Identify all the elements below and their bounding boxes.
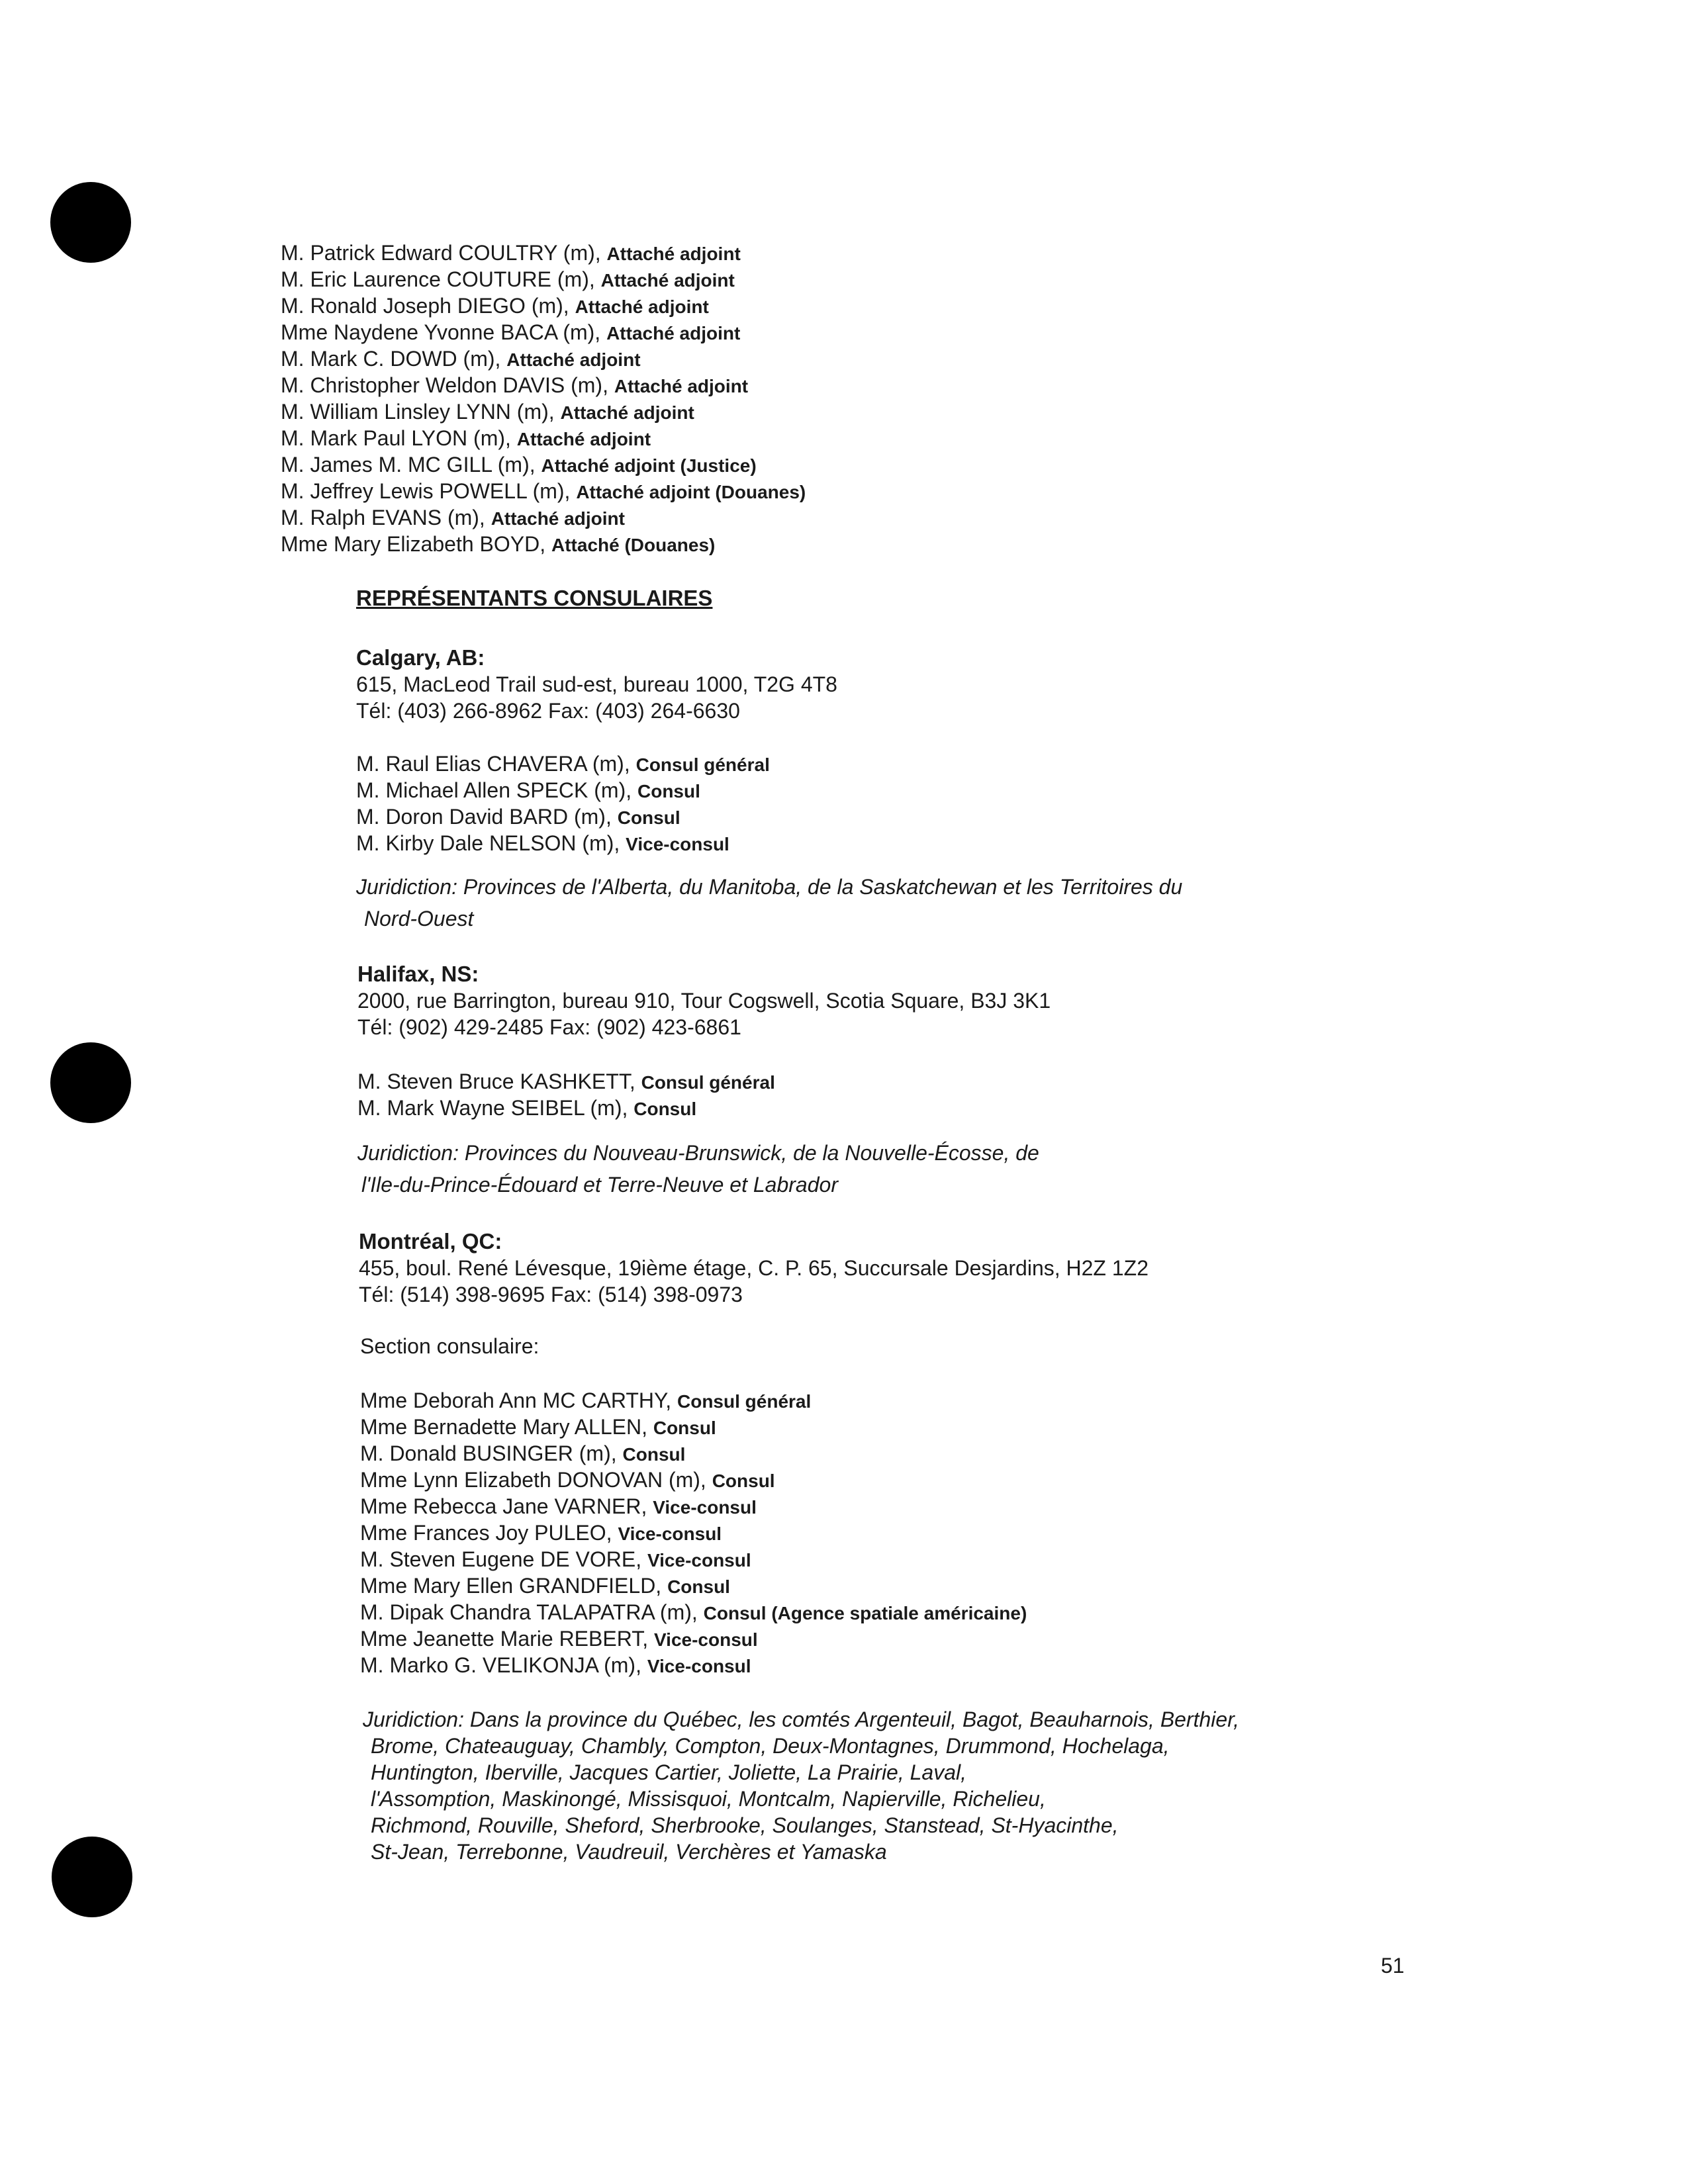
section-heading: REPRÉSENTANTS CONSULAIRES	[356, 586, 713, 610]
halifax-city: Halifax, NS:	[357, 962, 479, 986]
halifax-jurisdiction: Juridiction: Provinces du Nouveau-Brunswick, de la Nouvelle-Écosse, de	[357, 1141, 1039, 1165]
attache-entry: M. Jeffrey Lewis POWELL (m), Attaché adjoint (Douanes)	[281, 479, 806, 503]
montreal-phone: Tél: (514) 398-9695 Fax: (514) 398-0973	[359, 1283, 743, 1306]
calgary-phone: Tél: (403) 266-8962 Fax: (403) 264-6630	[356, 699, 740, 723]
montreal-jurisdiction: Huntington, Iberville, Jacques Cartier, Joliette, La Prairie, Laval,	[371, 1760, 967, 1784]
calgary-staff-entry: M. Doron David BARD (m), Consul	[356, 805, 680, 829]
calgary-address: 615, MacLeod Trail sud-est, bureau 1000, T2G 4T8	[356, 672, 837, 696]
punch-hole-icon	[52, 1837, 132, 1917]
montreal-staff-entry: M. Marko G. VELIKONJA (m), Vice-consul	[360, 1653, 751, 1677]
calgary-jurisdiction: Juridiction: Provinces de l'Alberta, du Manitoba, de la Saskatchewan et les Territoires du	[356, 875, 1183, 899]
montreal-section-label: Section consulaire:	[360, 1334, 539, 1358]
montreal-jurisdiction: Brome, Chateauguay, Chambly, Compton, Deux-Montagnes, Drummond, Hochelaga,	[371, 1734, 1170, 1758]
calgary-jurisdiction: Nord-Ouest	[364, 907, 474, 931]
attache-entry: M. Ronald Joseph DIEGO (m), Attaché adjoint	[281, 294, 709, 318]
attache-entry: Mme Naydene Yvonne BACA (m), Attaché adjoint	[281, 320, 741, 344]
halifax-staff-entry: M. Steven Bruce KASHKETT, Consul général	[357, 1069, 775, 1093]
attache-entry: M. Ralph EVANS (m), Attaché adjoint	[281, 506, 625, 529]
montreal-address: 455, boul. René Lévesque, 19ième étage, C. P. 65, Succursale Desjardins, H2Z 1Z2	[359, 1256, 1149, 1280]
montreal-jurisdiction: l'Assomption, Maskinongé, Missisquoi, Montcalm, Napierville, Richelieu,	[371, 1787, 1046, 1811]
attache-entry: M. Patrick Edward COULTRY (m), Attaché adjoint	[281, 241, 741, 265]
montreal-staff-entry: Mme Frances Joy PULEO, Vice-consul	[360, 1521, 722, 1545]
punch-hole-icon	[50, 1042, 131, 1123]
calgary-staff-entry: M. Raul Elias CHAVERA (m), Consul général	[356, 752, 770, 776]
attache-entry: Mme Mary Elizabeth BOYD, Attaché (Douanes)	[281, 532, 716, 556]
page-number: 51	[1381, 1954, 1405, 1978]
montreal-staff-entry: M. Steven Eugene DE VORE, Vice-consul	[360, 1547, 751, 1571]
halifax-phone: Tél: (902) 429-2485 Fax: (902) 423-6861	[357, 1015, 741, 1039]
halifax-jurisdiction: l'Ile-du-Prince-Édouard et Terre-Neuve et Labrador	[361, 1173, 838, 1197]
montreal-staff-entry: Mme Bernadette Mary ALLEN, Consul	[360, 1415, 716, 1439]
calgary-staff-entry: M. Michael Allen SPECK (m), Consul	[356, 778, 700, 802]
attache-entry: M. Mark Paul LYON (m), Attaché adjoint	[281, 426, 651, 450]
montreal-staff-entry: Mme Rebecca Jane VARNER, Vice-consul	[360, 1494, 757, 1518]
attache-entry: M. William Linsley LYNN (m), Attaché adjoint	[281, 400, 694, 424]
montreal-jurisdiction: St-Jean, Terrebonne, Vaudreuil, Verchères et Yamaska	[371, 1840, 887, 1864]
montreal-city: Montréal, QC:	[359, 1229, 502, 1253]
montreal-staff-entry: Mme Jeanette Marie REBERT, Vice-consul	[360, 1627, 758, 1651]
halifax-address: 2000, rue Barrington, bureau 910, Tour Cogswell, Scotia Square, B3J 3K1	[357, 989, 1051, 1013]
montreal-staff-entry: M. Donald BUSINGER (m), Consul	[360, 1441, 686, 1465]
halifax-staff-entry: M. Mark Wayne SEIBEL (m), Consul	[357, 1096, 697, 1120]
attache-entry: M. Christopher Weldon DAVIS (m), Attaché adjoint	[281, 373, 749, 397]
montreal-staff-entry: Mme Mary Ellen GRANDFIELD, Consul	[360, 1574, 730, 1598]
calgary-city: Calgary, AB:	[356, 645, 485, 670]
attache-entry: M. James M. MC GILL (m), Attaché adjoint (Justice)	[281, 453, 757, 477]
calgary-staff-entry: M. Kirby Dale NELSON (m), Vice-consul	[356, 831, 729, 855]
montreal-jurisdiction: Richmond, Rouville, Sheford, Sherbrooke, Soulanges, Stanstead, St-Hyacinthe,	[371, 1813, 1119, 1837]
montreal-staff-entry: Mme Lynn Elizabeth DONOVAN (m), Consul	[360, 1468, 775, 1492]
punch-hole-icon	[50, 182, 131, 263]
attache-entry: M. Mark C. DOWD (m), Attaché adjoint	[281, 347, 641, 371]
attache-entry: M. Eric Laurence COUTURE (m), Attaché adjoint	[281, 267, 735, 291]
montreal-jurisdiction: Juridiction: Dans la province du Québec, les comtés Argenteuil, Bagot, Beauharnois, Berthier,	[363, 1707, 1239, 1731]
montreal-staff-entry: M. Dipak Chandra TALAPATRA (m), Consul (Agence spatiale américaine)	[360, 1600, 1027, 1624]
montreal-staff-entry: Mme Deborah Ann MC CARTHY, Consul général	[360, 1388, 812, 1412]
